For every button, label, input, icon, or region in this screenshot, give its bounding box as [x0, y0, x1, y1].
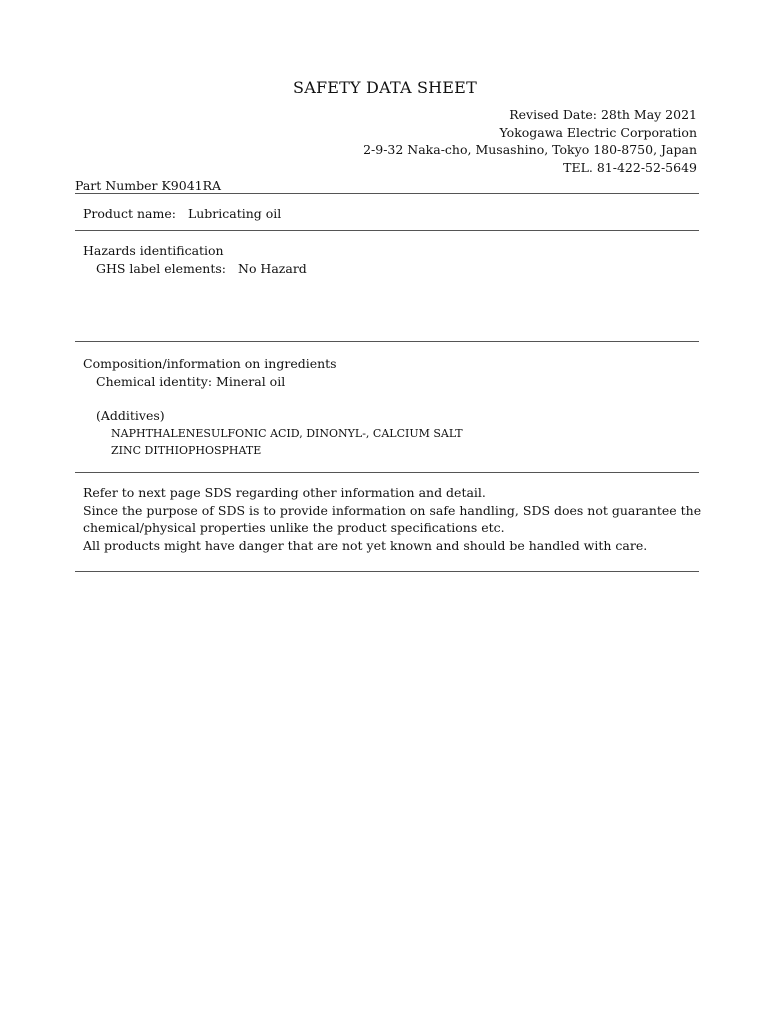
- note-line: Since the purpose of SDS is to provide information on safe handling, SDS does not guarantee the: [83, 502, 702, 518]
- product-name-value: Lubricating oil: [187, 206, 282, 221]
- divider: [75, 193, 699, 194]
- company-address: 2-9-32 Naka-cho, Musashino, Tokyo 180-8750, Japan: [363, 142, 697, 157]
- divider: [75, 230, 699, 231]
- additives-label: (Additives): [96, 408, 165, 423]
- composition-section: [83, 355, 703, 460]
- note-line: All products might have danger that are not yet known and should be handled with care.: [83, 537, 648, 553]
- document-title: SAFETY DATA SHEET: [293, 78, 477, 97]
- divider: [75, 341, 699, 342]
- company-tel: TEL. 81-422-52-5649: [563, 159, 697, 175]
- product-name-label: Product name:: [83, 206, 176, 221]
- divider: [75, 472, 699, 473]
- revised-date: Revised Date: 28th May 2021: [509, 107, 697, 122]
- additive-item: NAPHTHALENESULFONIC ACID, DINONYL-, CALCIUM SALT: [111, 426, 463, 440]
- company-name: Yokogawa Electric Corporation: [499, 124, 697, 140]
- ghs-label-row: [83, 260, 703, 278]
- chemical-identity: Chemical identity: Mineral oil: [96, 373, 286, 389]
- note-line: Refer to next page SDS regarding other information and detail.: [83, 485, 486, 500]
- product-name-section: [83, 205, 703, 223]
- ghs-label: GHS label elements:: [96, 260, 226, 276]
- part-number: Part Number K9041RA: [75, 178, 222, 193]
- hazards-heading: Hazards identification: [83, 243, 224, 258]
- divider: [75, 571, 699, 572]
- composition-heading: Composition/information on ingredients: [83, 356, 337, 371]
- additive-item: ZINC DITHIOPHOSPHATE: [111, 444, 262, 457]
- header-info: [363, 106, 697, 176]
- hazards-section: [83, 242, 703, 277]
- notes-section: [83, 484, 703, 554]
- note-line: chemical/physical properties unlike the product specifications etc.: [83, 520, 505, 535]
- ghs-value: No Hazard: [238, 260, 307, 276]
